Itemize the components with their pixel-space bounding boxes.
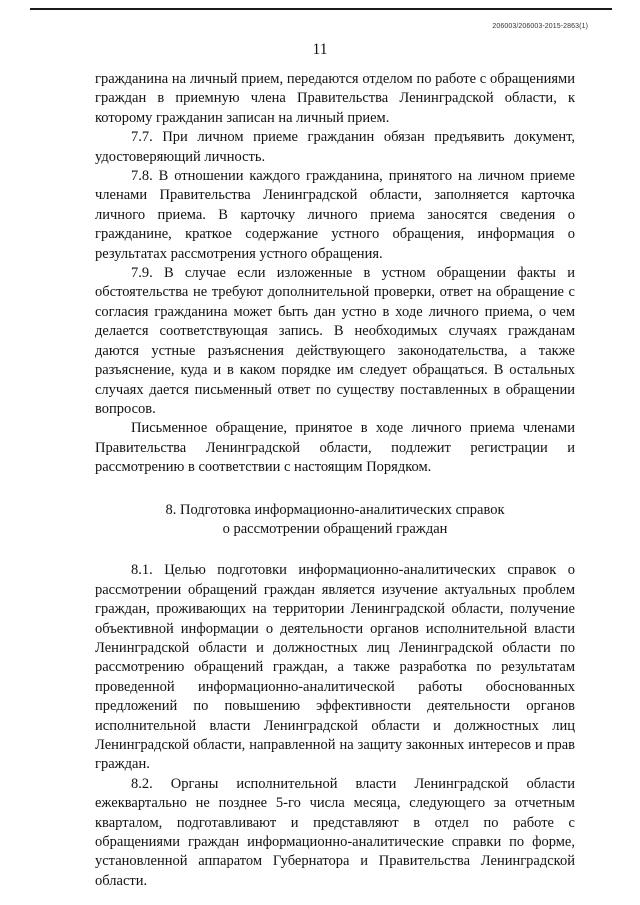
document-id: 206003/206003-2015-2863(1) <box>492 23 588 30</box>
page-number: 11 <box>312 41 328 58</box>
paragraph-7-8: 7.8. В отношении каждого гражданина, принятого на личном приеме членами Правительства Ленинградской области, заполняется карточка личного приема. В карточку личного приема заносятся сведения о гражданине, краткое содержание устного обращения, информация о результатах рассмотрения устного обращения. <box>95 168 575 262</box>
paragraph-8-1: 8.1. Целью подготовки информационно-аналитических справок о рассмотрении обращений граждан является изучение актуальных проблем граждан, проживающих на территории Ленинградской области, получение объективной информации о деятельности органов исполнительной власти Ленинградской области и должностных лиц Ленинградской области по рассмотрению обращений граждан, а также разработка по результатам проведенной информационно-аналитической работы обоснованных предложений по повышению эффективности деятельности органов исполнительной власти Ленинградской области и должностных лиц Ленинградской области, направленной на защиту законных интересов и прав граждан. <box>95 562 575 773</box>
paragraph-continuation: гражданина на личный прием, передаются отделом по работе с обращениями граждан в приемную члена Правительства Ленинградской области, к которому гражданин записан на личный прием. <box>95 71 575 126</box>
section-heading-8 <box>95 501 575 540</box>
document-body <box>95 70 575 891</box>
top-border-line <box>30 8 612 10</box>
section-heading-line-1: 8. Подготовка информационно-аналитических справок <box>165 501 505 518</box>
paragraph-8-2: 8.2. Органы исполнительной власти Ленинградской области ежеквартально не позднее 5-го числа месяца, следующего за отчетным кварталом, подготавливают и представляют в отдел по работе с обращениями граждан информационно-аналитические справки по форме, установленной аппаратом Губернатора и Правительства Ленинградской области. <box>95 775 575 889</box>
paragraph-7-9: 7.9. В случае если изложенные в устном обращении факты и обстоятельства не требуют дополнительной проверки, ответ на обращение с согласия гражданина может быть дан устно в ходе личного приема, о чем делается соответствующая запись. В необходимых случаях гражданам даются устные разъяснения действующего законодательства, а также разъяснение, куда и в каком порядке им следует обращаться. В остальных случаях дается письменный ответ по существу поставленных в обращении вопросов. <box>95 265 575 417</box>
paragraph-written-appeal: Письменное обращение, принятое в ходе личного приема членами Правительства Ленинградской области, подлежит регистрации и рассмотрению в соответствии с настоящим Порядком. <box>95 420 575 476</box>
section-heading-line-2: о рассмотрении обращений граждан <box>222 520 448 537</box>
paragraph-7-7: 7.7. При личном приеме гражданин обязан предъявить документ, удостоверяющий личность. <box>95 129 575 165</box>
